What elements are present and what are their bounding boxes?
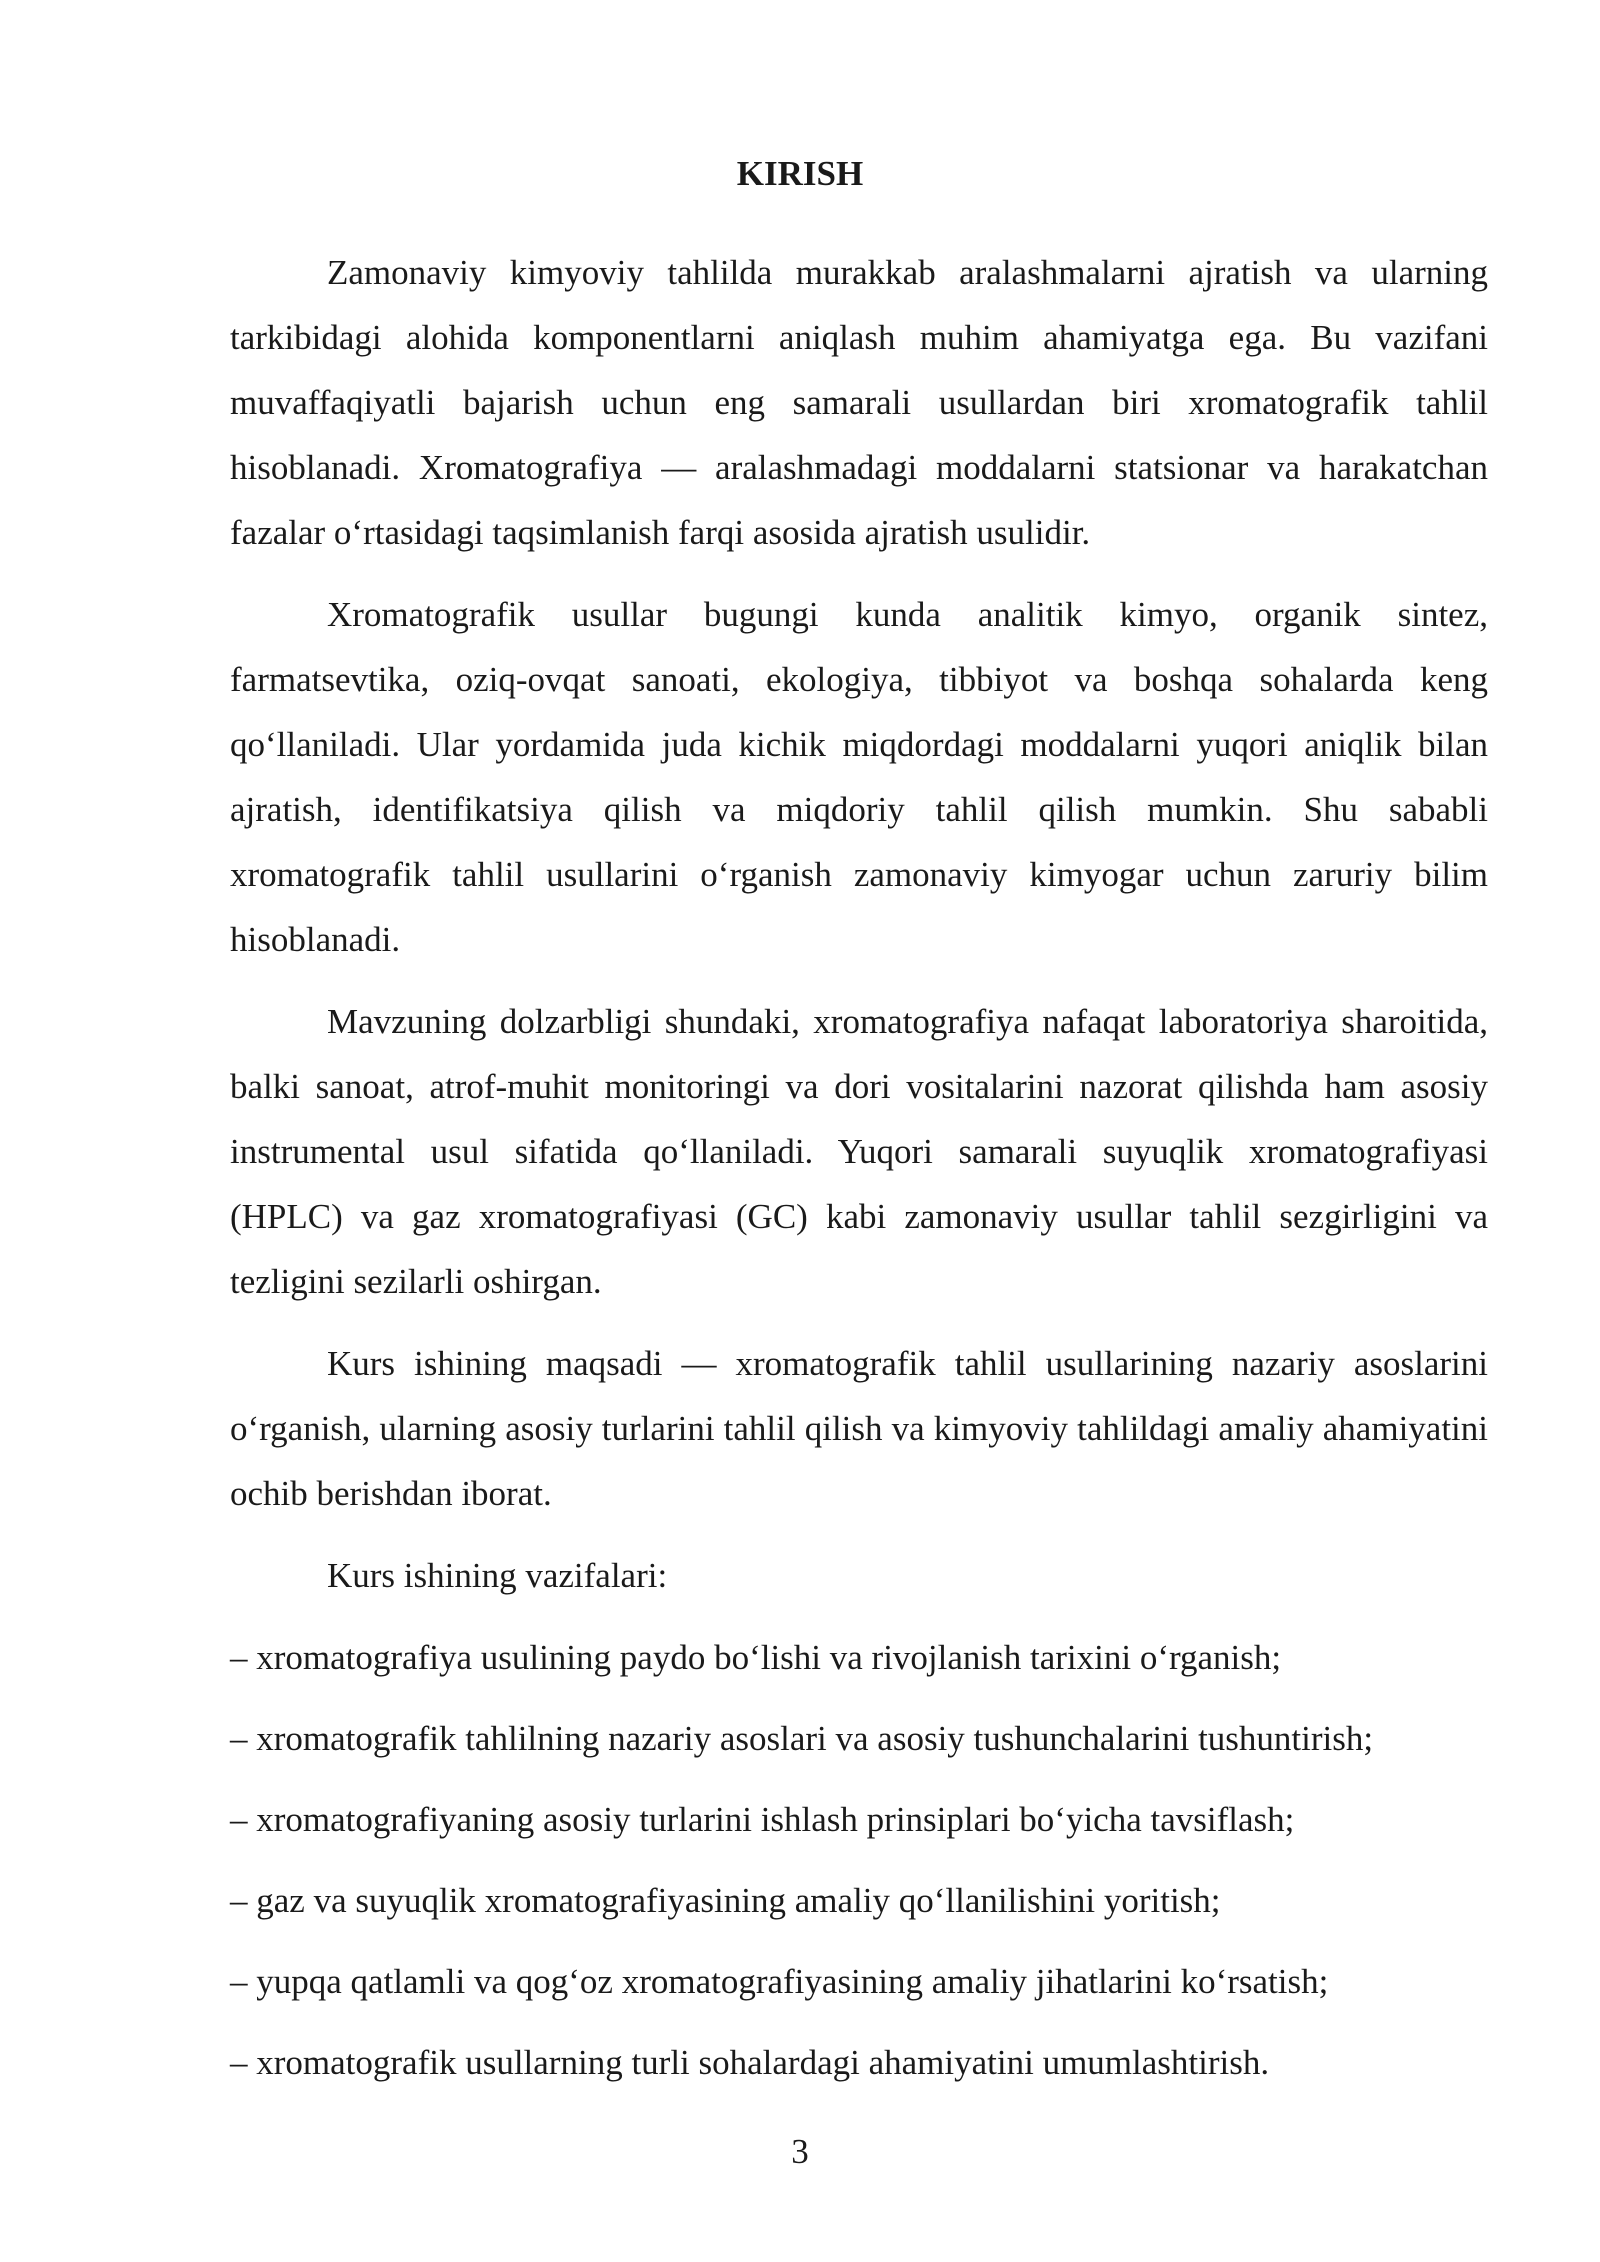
page-number: 3 — [791, 2132, 809, 2171]
list-item: – yupqa qatlamli va qog‘oz xromatografiyasining amaliy jihatlarini ko‘rsatish; — [230, 1962, 1329, 2001]
list-item: – gaz va suyuqlik xromatografiyasining amaliy qo‘llanilishini yoritish; — [230, 1881, 1221, 1920]
document-body — [230, 240, 1488, 2111]
paragraph-introduction: Zamonaviy kimyoviy tahlilda murakkab aralashmalarni ajratish va ularning tarkibidagi alohida komponentlarni aniqlash muhim ahamiyatga ega. Bu vazifani muvaffaqiyatli bajarish uchun eng samarali usullardan biri xromatografik tahlil hisoblanadi. Xromatografiya — aralashmadagi moddalarni statsionar va harakatchan fazalar o‘rtasidagi taqsimlanish farqi asosida ajratish usulidir. — [230, 253, 1488, 552]
paragraph-goal: Kurs ishining maqsadi — xromatografik tahlil usullarining nazariy asoslarini o‘rganish, ularning asosiy turlarini tahlil qilish va kimyoviy tahlildagi amaliy ahamiyatini ochib berishdan iborat. — [230, 1344, 1488, 1513]
list-item: – xromatografiya usulining paydo bo‘lishi va rivojlanish tarixini o‘rganish; — [230, 1638, 1282, 1677]
paragraph-applications: Xromatografik usullar bugungi kunda analitik kimyo, organik sintez, farmatsevtika, oziq-ovqat sanoati, ekologiya, tibbiyot va boshqa sohalarda keng qo‘llaniladi. Ular yordamida juda kichik miqdordagi moddalarni yuqori aniqlik bilan ajratish, identifikatsiya qilish va miqdoriy tahlil qilish mumkin. Shu sababli xromatografik tahlil usullarini o‘rganish zamonaviy kimyogar uchun zaruriy bilim hisoblanadi. — [230, 595, 1488, 959]
paragraph-tasks-heading: Kurs ishining vazifalari: — [327, 1556, 668, 1595]
list-item: – xromatografiyaning asosiy turlarini ishlash prinsiplari bo‘yicha tavsiflash; — [230, 1800, 1295, 1839]
list-item: – xromatografik tahlilning nazariy asoslari va asosiy tushunchalarini tushuntirish; — [230, 1719, 1374, 1758]
tasks-list — [230, 1625, 1488, 2095]
list-item: – xromatografik usullarning turli sohalardagi ahamiyatini umumlashtirish. — [230, 2043, 1270, 2082]
paragraph-relevance: Mavzuning dolzarbligi shundaki, xromatografiya nafaqat laboratoriya sharoitida, balki sanoat, atrof-muhit monitoringi va dori vositalarini nazorat qilishda ham asosiy instrumental usul sifatida qo‘llaniladi. Yuqori samarali suyuqlik xromatografiyasi (HPLC) va gaz xromatografiyasi (GC) kabi zamonaviy usullar tahlil sezgirligini va tezligini sezilarli oshirgan. — [230, 1002, 1488, 1301]
page-title: KIRISH — [736, 154, 864, 193]
